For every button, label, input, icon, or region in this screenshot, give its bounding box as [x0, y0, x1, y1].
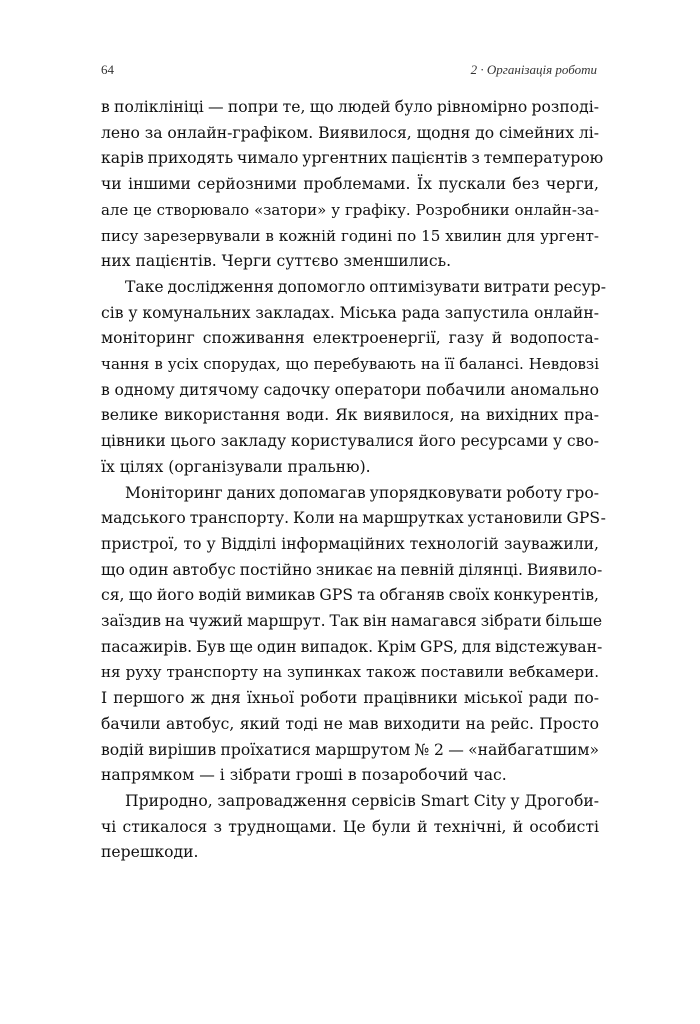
text-line: мадського транспорту. Коли на маршрутках установили GPS-	[101, 509, 606, 528]
text-line: Таке дослідження допомогло оптимізувати витрати ресур-	[125, 277, 606, 296]
page-number: 64	[101, 62, 114, 77]
running-header	[101, 62, 597, 82]
text-line: що один автобус постійно зникає на певній ділянці. Виявило-	[101, 560, 603, 579]
paragraph-1	[101, 95, 604, 275]
text-line: них пацієнтів. Черги суттєво зменшились.	[101, 252, 452, 271]
chapter-title: 2 · Організація роботи	[470, 62, 597, 77]
text-line: чі стикалося з труднощами. Це були й технічні, й особисті	[101, 817, 599, 836]
text-line: ня руху транспорту на зупинках також поставили вебкамери.	[101, 663, 599, 682]
text-line: ся, що його водій вимикав GPS та обганяв своїх конкурентів,	[101, 586, 599, 605]
text-line: але це створювало «затори» у графіку. Розробники онлайн-за-	[101, 200, 599, 219]
text-line: моніторинг споживання електроенергії, газу й водопоста-	[101, 329, 599, 348]
text-line: пристрої, то у Відділі інформаційних технологій зауважили,	[101, 534, 599, 553]
text-line: в одному дитячому садочку оператори побачили аномально	[101, 380, 599, 399]
text-line: сів у комунальних закладах. Міська рада запустила онлайн-	[101, 303, 599, 322]
text-line: бачили автобус, який тоді не мав виходити на рейс. Просто	[101, 714, 599, 733]
text-line: цівники цього закладу користувалися його ресурсами у сво-	[101, 432, 599, 451]
text-line: лено за онлайн-графіком. Виявилося, щодня до сімейних лі-	[101, 123, 599, 142]
body-text	[101, 95, 606, 866]
text-line: чання в усіх спорудах, що перебувають на її балансі. Невдовзі	[101, 355, 599, 374]
paragraph-4	[101, 789, 599, 866]
paragraph-2	[101, 275, 606, 481]
text-line: Моніторинг даних допомагав упорядковувати роботу гро-	[125, 483, 599, 502]
text-line: в поліклініці — попри те, що людей було рівномірно розподі-	[101, 98, 599, 116]
text-line: велике використання води. Як виявилося, на вихідних пра-	[101, 406, 599, 425]
text-line: напрямком — і зібрати гроші в позаробочий час.	[101, 766, 507, 785]
text-line: пасажирів. Був ще один випадок. Крім GPS, для відстежуван-	[101, 637, 603, 656]
text-line: перешкоди.	[101, 843, 199, 862]
paragraph-3	[101, 481, 606, 789]
text-line: Природно, запровадження сервісів Smart City у Дрогоби-	[125, 791, 599, 810]
text-line: пису зарезервували в кожній годині по 15 хвилин для ургент-	[101, 226, 599, 245]
text-line: їх цілях (організували пральню).	[101, 457, 371, 476]
text-line: заїздив на чужий маршрут. Так він намагався зібрати більше	[101, 612, 603, 631]
text-line: водій вирішив проїхатися маршрутом № 2 — «найбагатшим»	[101, 740, 599, 759]
text-line: чи іншими серйозними проблемами. Їх пускали без черги,	[101, 175, 599, 194]
text-line: І першого ж дня їхньої роботи працівники міської ради по-	[101, 689, 599, 708]
text-line: карів приходять чимало ургентних пацієнтів з температурою	[101, 149, 604, 168]
